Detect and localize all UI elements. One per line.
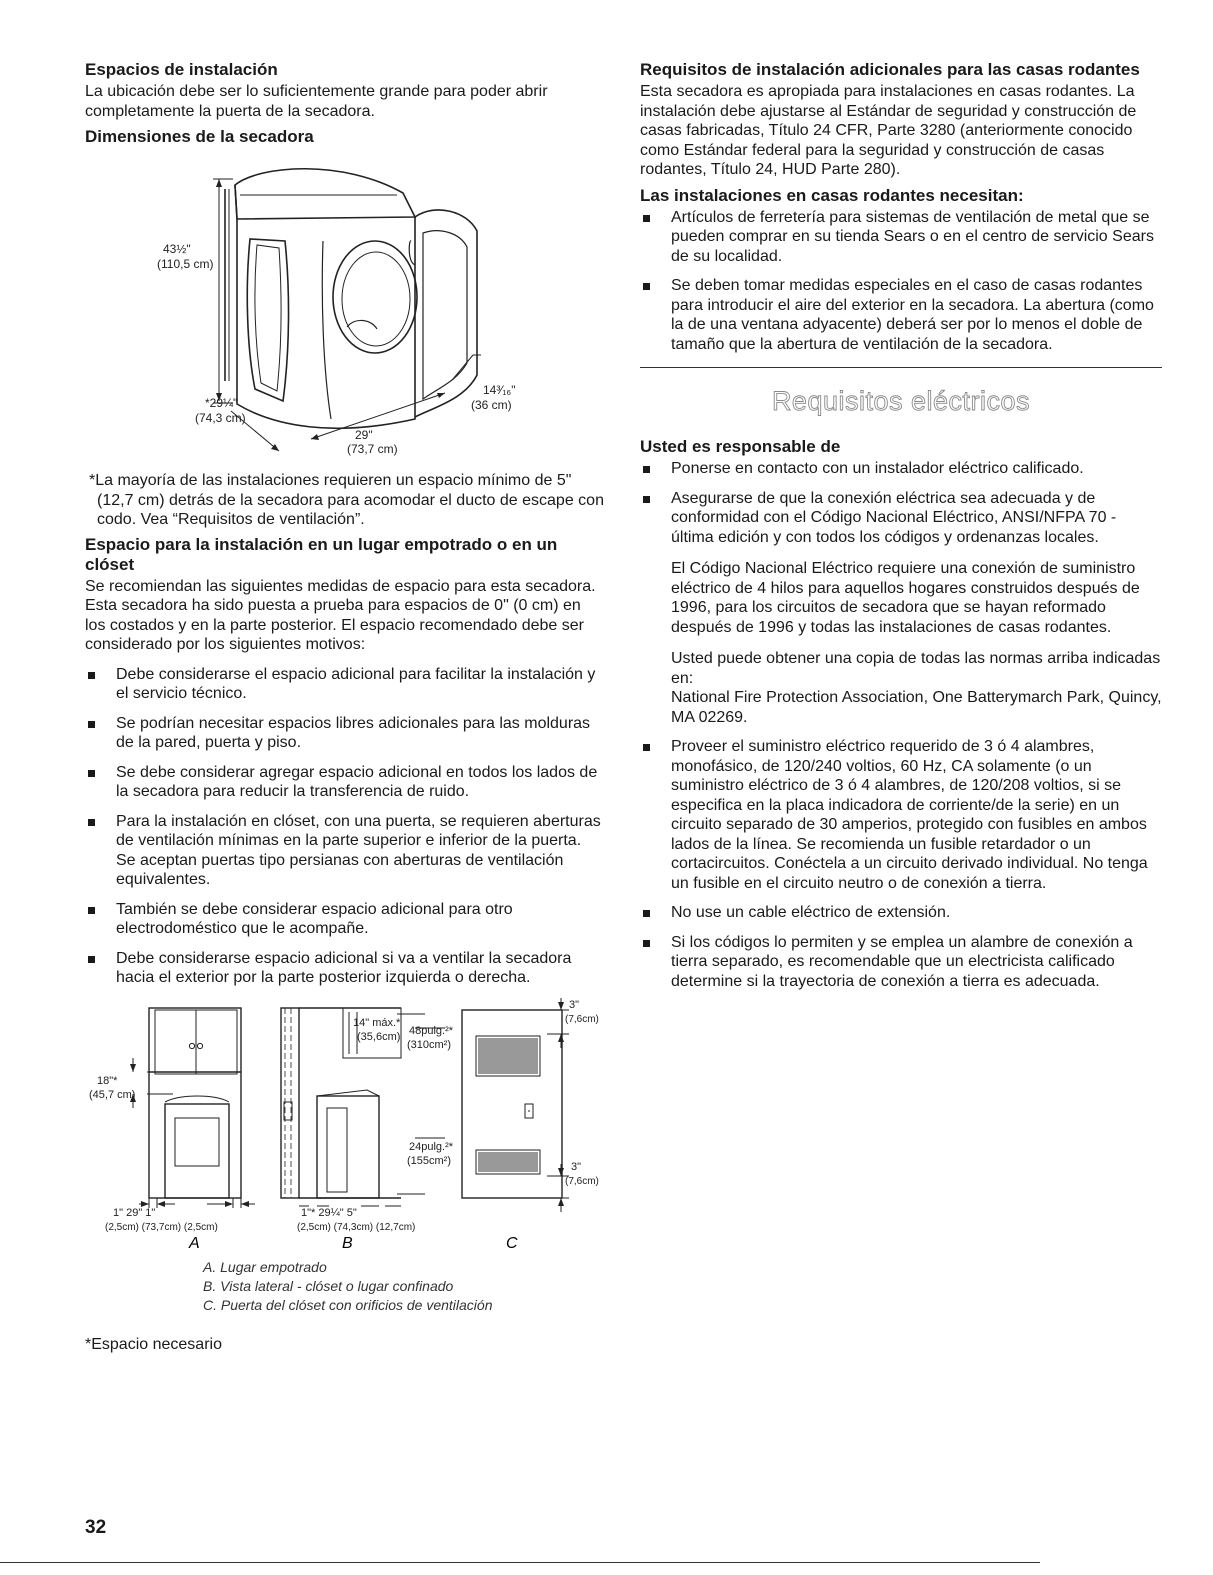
closet-b-vent-top: 48pulg.²* [409,1024,454,1037]
dryer-width-in: 29" [355,428,373,442]
closet-a-top-cm: (45,7 cm) [89,1088,136,1101]
closet-clearance-figure [85,998,605,1256]
heading-espacios-instalacion: Espacios de instalación [85,60,278,79]
dryer-door-in: 14³⁄₁₆" [483,383,516,397]
dryer-height-in: 43½" [163,242,191,256]
dryer-depth-cm: (74,3 cm) [195,411,246,425]
heading-dimensiones-secadora: Dimensiones de la secadora [85,127,314,146]
figure-letter-b: B [342,1234,353,1252]
caption-a: A. Lugar empotrado [203,1258,327,1275]
paragraph-empotrado: Se recomiendan las siguientes medidas de espacio para esta secadora. Esta secadora ha sido puesta a prueba para espacios de 0" (0 cm) en los costados y en la parte posterior. El espacio recomendado debe ser considerado por los siguientes motivos: [85,577,596,653]
bullet-list-rodantes [640,208,1162,355]
closet-b-shelf-in: 14" máx.* [353,1016,401,1029]
dryer-width-cm: (73,7 cm) [347,442,398,456]
list-item-text: El Código Nacional Eléctrico requiere una conexión de suministro eléctrico de 4 hilos para aquellos hogares construidos después de 1996, para los circuitos de secadora que se hayan reformado después de 1996 y todas las instalaciones de casas rodantes. [671,560,1140,636]
list-item [640,489,1162,728]
closet-c-bot-cm: (7,6cm) [565,1175,599,1187]
list-item: Se podrían necesitar espacios libres adicionales para las molduras de la pared, puerta y piso. [85,714,605,753]
list-item: Proveer el suministro eléctrico requerido de 3 ó 4 alambres, monofásico, de 120/240 voltios, 60 Hz, CA solamente (o un suministro eléctrico de 3 ó 4 alambres, de 120/208 voltios, si se especifica en la placa indicadora de corriente/de la serie) en un circuito separado de 30 amperios, protegido con fusibles en ambos lados de la línea. Se recomienda un fusible retardador o un cortacircuitos. Conéctela a un circuito derivado individual. No tenga un fusible en el circuito neutro o de conexión a tierra. [640,737,1162,893]
page-number: 32 [85,1517,107,1538]
bullet-list-espacio [85,665,605,988]
list-item: Debe considerarse el espacio adicional para facilitar la instalación y el servicio técnico. [85,665,605,704]
list-item: Debe considerarse espacio adicional si va a ventilar la secadora hacia el exterior por la parte posterior izquierda o derecha. [85,949,605,988]
section-title-requisitos-electricos: Requisitos eléctricos [771,386,1031,416]
dryer-dimensions-figure [85,149,605,465]
list-item: Artículos de ferretería para sistemas de ventilación de metal que se pueden comprar en su tienda Sears o en el centro de servicio Sears de su localidad. [640,208,1162,267]
closet-b-bottom: 1"* 29¼" 5" [301,1206,357,1219]
note-espacio-minimo: *La mayoría de las instalaciones requieren un espacio mínimo de 5" (12,7 cm) detrás de la secadora para acomodar el ducto de escape con codo. Vea “Requisitos de ventilación”. [89,472,604,528]
closet-b-shelf-cm: (35,6cm) [357,1030,401,1043]
closet-b-vent-top-cm: (310cm²) [407,1038,452,1051]
closet-b-bottom-cm: (2,5cm) (74,3cm) (12,7cm) [297,1221,416,1233]
footer-rule [0,1562,1040,1563]
heading-empotrado-closet: Espacio para la instalación en un lugar empotrado o en un clóset [85,534,558,574]
left-column [85,60,605,1354]
closet-c-top-in: 3" [569,998,580,1011]
figure-letter-c: C [506,1234,518,1252]
dryer-depth-in: *29¼" [205,396,238,410]
caption-b: B. Vista lateral - clóset o lugar confinado [203,1277,454,1294]
list-item: Se debe considerar agregar espacio adicional en todos los lados de la secadora para reducir la transferencia de ruido. [85,763,605,802]
closet-b-vent-bot-cm: (155cm²) [407,1154,452,1167]
heading-casas-rodantes: Requisitos de instalación adicionales para las casas rodantes [640,60,1140,79]
dryer-door-cm: (36 cm) [471,398,512,412]
closet-c-bot-in: 3" [571,1160,582,1173]
closet-a-top-in: 18"* [97,1074,118,1087]
caption-c: C. Puerta del clóset con orificios de ventilación [203,1296,493,1313]
closet-c-top-cm: (7,6cm) [565,1013,599,1025]
figure-captions [203,1258,605,1315]
section-divider [640,367,1162,368]
list-item: Para la instalación en clóset, con una puerta, se requieren aberturas de ventilación mínimas en la parte superior e inferior de la puerta. Se aceptan puertas tipo persianas con aberturas de ventilación equivalentes. [85,812,605,890]
closet-a-bottom: 1" 29" 1" [113,1206,156,1219]
closet-b-vent-bot: 24pulg.²* [409,1140,454,1153]
list-item: No use un cable eléctrico de extensión. [640,903,1162,923]
paragraph-casas-rodantes: Esta secadora es apropiada para instalaciones en casas rodantes. La instalación debe ajustarse al Estándar de seguridad y construcción de casas fabricadas, Título 24 CFR, Parte 3280 (anteriormente conocido como Estándar federal para la seguridad y construcción de casas rodantes, Título 24, HUD Parte 280). [640,83,1137,178]
paragraph-espacios: La ubicación debe ser lo suficientemente grande para poder abrir completamente la puerta de la secadora. [85,83,548,120]
dryer-height-cm: (110,5 cm) [157,257,214,271]
nfpa-address: National Fire Protection Association, One Batterymarch Park, Quincy, MA 02269. [671,689,1162,726]
closet-a-bottom-cm: (2,5cm) (73,7cm) (2,5cm) [105,1221,218,1233]
heading-necesitan: Las instalaciones en casas rodantes necesitan: [640,185,1024,205]
figure-letter-a: A [189,1234,200,1252]
heading-usted-responsable: Usted es responsable de [640,437,841,456]
list-item: También se debe considerar espacio adicional para otro electrodoméstico que le acompañe. [85,900,605,939]
list-item: Se deben tomar medidas especiales en el caso de casas rodantes para introducir el aire del exterior en la secadora. La abertura (como la de una ventana adyacente) deberá ser por lo menos el doble de tamaño que la abertura de ventilación de la secadora. [640,276,1162,354]
list-item: Si los códigos lo permiten y se emplea un alambre de conexión a tierra separado, es recomendable que un electricista calificado determine si la trayectoria de conexión a tierra es adecuada. [640,933,1162,992]
list-item-text: Asegurarse de que la conexión eléctrica sea adecuada y de conformidad con el Código Nacional Eléctrico, ANSI/NFPA 70 - última edición y con todos los códigos y ordenanzas locales. [671,489,1117,546]
right-column [640,60,1162,1001]
list-item-text: Usted puede obtener una copia de todas las normas arriba indicadas en: [671,650,1161,687]
list-item: Ponerse en contacto con un instalador eléctrico calificado. [640,459,1162,479]
footnote-espacio-necesario: *Espacio necesario [85,1335,222,1353]
bullet-list-electricos [640,459,1162,991]
